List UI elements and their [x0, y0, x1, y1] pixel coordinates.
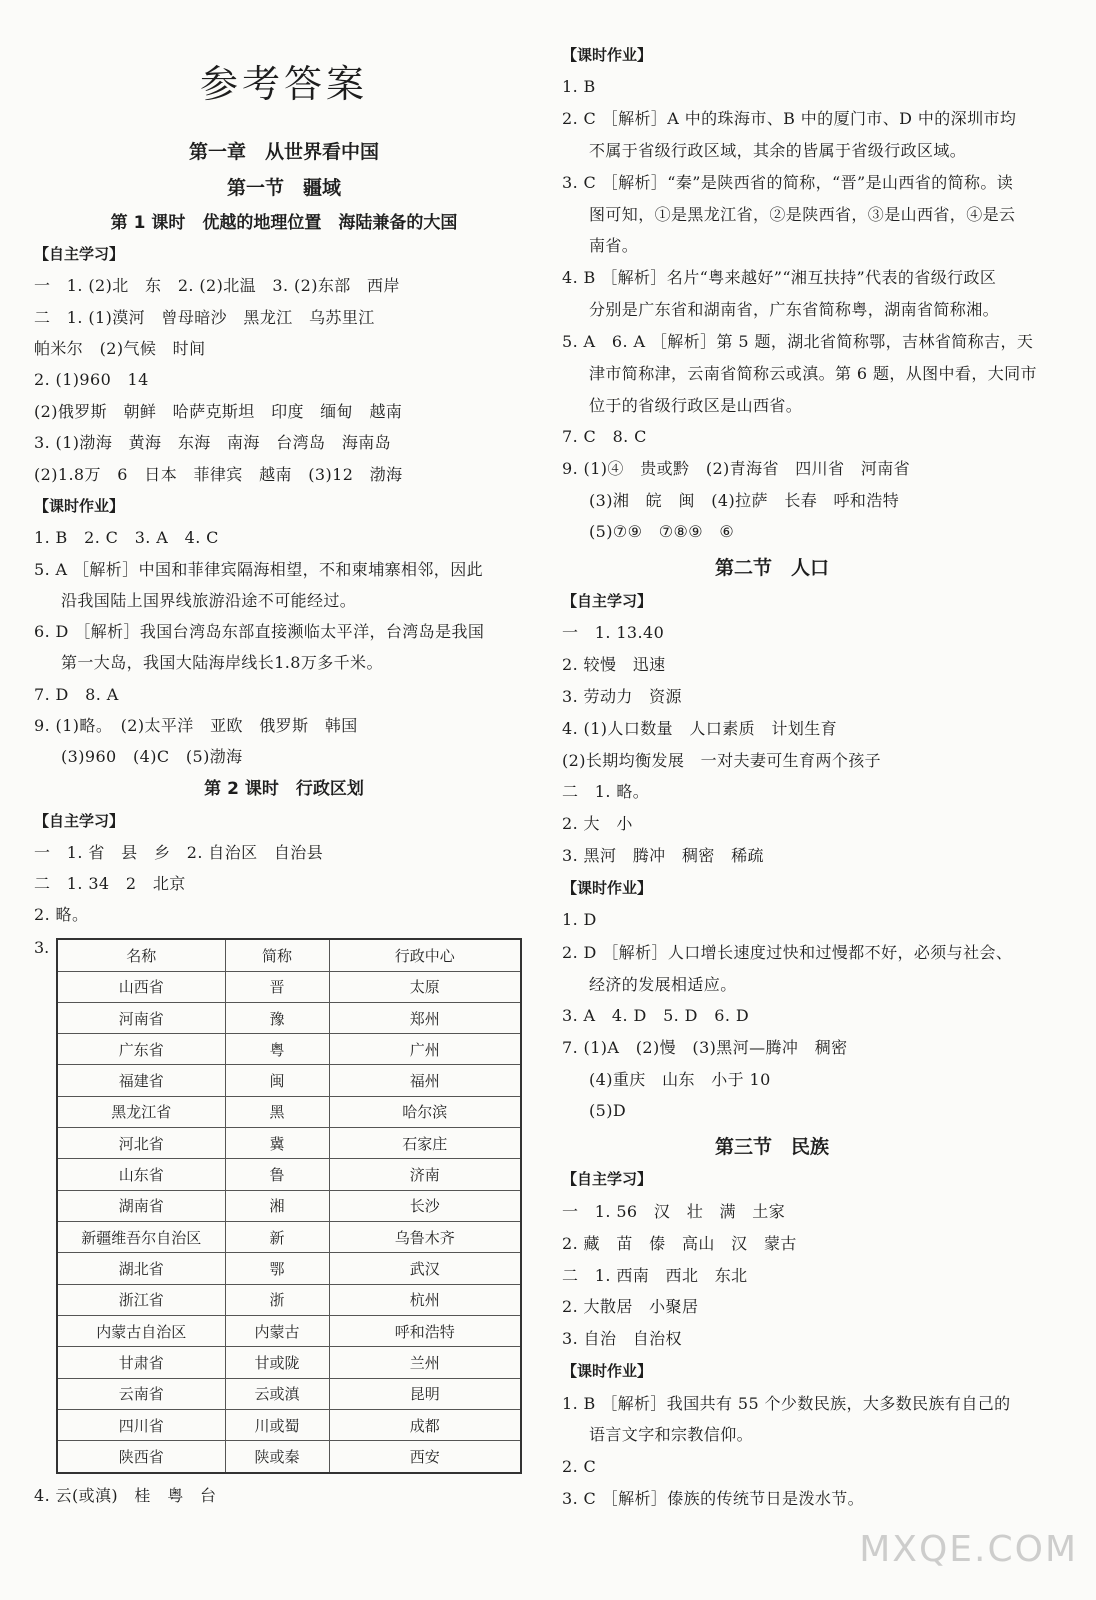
- answer-line: 2. 略。: [34, 905, 89, 924]
- table-cell: 浙: [225, 1284, 329, 1315]
- answer-line: 不属于省级行政区域，其余的皆属于省级行政区域。: [589, 141, 967, 160]
- table-cell: 冀: [225, 1128, 329, 1159]
- table-cell: 新: [225, 1222, 329, 1253]
- table-cell: 福州: [329, 1065, 521, 1096]
- self-study-label: 【自主学习】: [562, 592, 653, 610]
- answer-line: (3)湘 皖 闽 (4)拉萨 长春 呼和浩特: [589, 491, 900, 510]
- table-cell: 杭州: [329, 1284, 521, 1315]
- answer-line: 二 1. (1)漠河 曾母暗沙 黑龙江 乌苏里江: [34, 308, 375, 327]
- table-row: [57, 1441, 521, 1473]
- table-cell: 乌鲁木齐: [329, 1222, 521, 1253]
- table-cell: 新疆维吾尔自治区: [57, 1222, 225, 1253]
- table-cell: 内蒙古自治区: [57, 1315, 225, 1346]
- answer-line: 语言文字和宗教信仰。: [589, 1425, 754, 1444]
- answer-line: 2. D ［解析］人口增长速度过快和过慢都不好，必须与社会、: [562, 943, 1013, 962]
- section-heading-2: 第二节 人口: [714, 557, 829, 579]
- table-cell: 湖北省: [57, 1253, 225, 1284]
- self-study-label: 【自主学习】: [562, 1170, 653, 1188]
- homework-label: 【课时作业】: [562, 46, 653, 64]
- table-cell: 晋: [225, 971, 329, 1002]
- answer-line: 第一大岛，我国大陆海岸线长1.8万多千米。: [61, 653, 383, 672]
- answer-line: 3. 黑河 腾冲 稠密 稀疏: [562, 846, 764, 865]
- table-number: 3.: [34, 938, 50, 957]
- answer-line: 9. (1)④ 贵或黔 (2)青海省 四川省 河南省: [562, 459, 911, 478]
- answer-line: 一 1. 56 汉 壮 满 土家: [562, 1202, 786, 1221]
- answer-line: 3. C ［解析］“秦”是陕西省的简称，“晋”是山西省的简称。读: [562, 173, 1014, 192]
- table-cell: 陕或秦: [225, 1441, 329, 1473]
- table-row: [57, 1002, 521, 1033]
- answer-line: 二 1. 34 2 北京: [34, 874, 186, 893]
- answer-line: (2)长期均衡发展 一对夫妻可生育两个孩子: [562, 751, 882, 770]
- table-row: [57, 1128, 521, 1159]
- page-title: 参考答案: [199, 62, 368, 106]
- answer-line: 经济的发展相适应。: [589, 975, 737, 994]
- table-row: [57, 1409, 521, 1440]
- answer-line: 9. (1)略。 (2)太平洋 亚欧 俄罗斯 韩国: [34, 716, 358, 735]
- answer-line: 3. 劳动力 资源: [562, 687, 682, 706]
- table-row: [57, 1190, 521, 1221]
- table-cell: 呼和浩特: [329, 1315, 521, 1346]
- answer-line: 一 1. 13.40: [562, 623, 665, 642]
- answer-line: 3. C ［解析］傣族的传统节日是泼水节。: [562, 1489, 865, 1508]
- table-cell: 川或蜀: [225, 1409, 329, 1440]
- table-cell: 广州: [329, 1034, 521, 1065]
- table-cell: 湘: [225, 1190, 329, 1221]
- answer-line: 2. 大散居 小聚居: [562, 1297, 699, 1316]
- answer-line: 2. C ［解析］A 中的珠海市、B 中的厦门市、D 中的深圳市均: [562, 109, 1017, 128]
- answer-line: 4. B ［解析］名片“粤来越好”“湘互扶持”代表的省级行政区: [562, 268, 997, 287]
- table-cell: 粤: [225, 1034, 329, 1065]
- self-study-label: 【自主学习】: [34, 812, 125, 830]
- table-cell: 广东省: [57, 1034, 225, 1065]
- lesson-heading-2: 第 2 课时 行政区划: [204, 779, 364, 799]
- table-cell: 兰州: [329, 1347, 521, 1378]
- table-cell: 武汉: [329, 1253, 521, 1284]
- answer-line: 一 1. (2)北 东 2. (2)北温 3. (2)东部 西岸: [34, 276, 400, 295]
- site-watermark: MXQE.COM: [859, 1529, 1078, 1570]
- answer-line: 5. A 6. A ［解析］第 5 题，湖北省简称鄂，吉林省简称吉，天: [562, 332, 1034, 351]
- table-cell: 甘或陇: [225, 1347, 329, 1378]
- answer-line: 沿我国陆上国界线旅游沿途不可能经过。: [61, 591, 357, 610]
- lesson-heading-1: 第 1 课时 优越的地理位置 海陆兼备的大国: [110, 213, 458, 233]
- table-cell: 哈尔滨: [329, 1096, 521, 1127]
- answer-line: 南省。: [589, 236, 639, 255]
- table-cell: 郑州: [329, 1002, 521, 1033]
- table-row: [57, 971, 521, 1002]
- answer-line: 3. (1)渤海 黄海 东海 南海 台湾岛 海南岛: [34, 433, 392, 452]
- table-cell: 石家庄: [329, 1128, 521, 1159]
- homework-label: 【课时作业】: [562, 879, 653, 897]
- table-cell: 四川省: [57, 1409, 225, 1440]
- table-cell: 鲁: [225, 1159, 329, 1190]
- answer-line: 5. A ［解析］中国和菲律宾隔海相望，不和柬埔寨相邻，因此: [34, 560, 483, 579]
- answer-line: (5)⑦⑨ ⑦⑧⑨ ⑥: [589, 522, 735, 541]
- table-cell: 山西省: [57, 971, 225, 1002]
- homework-label: 【课时作业】: [562, 1362, 653, 1380]
- table-row: [57, 1378, 521, 1409]
- table-row: [57, 1315, 521, 1346]
- answer-line: 7. C 8. C: [562, 427, 647, 446]
- chapter-heading: 第一章 从世界看中国: [188, 141, 379, 163]
- table-cell: 陕西省: [57, 1441, 225, 1473]
- answer-line: 津市简称津，云南省简称云或滇。第 6 题，从图中看，大同市: [589, 364, 1037, 383]
- homework-label: 【课时作业】: [34, 497, 125, 515]
- table-cell: 湖南省: [57, 1190, 225, 1221]
- table-cell: 内蒙古: [225, 1315, 329, 1346]
- table-row: [57, 1159, 521, 1190]
- answer-line: 2. (1)960 14: [34, 370, 149, 389]
- table-cell: 河北省: [57, 1128, 225, 1159]
- answer-line: 4. (1)人口数量 人口素质 计划生育: [562, 719, 838, 738]
- answer-line: 位于的省级行政区是山西省。: [589, 396, 803, 415]
- answer-line: 2. 较慢 迅速: [562, 655, 666, 674]
- answer-line: 3. A 4. D 5. D 6. D: [562, 1006, 750, 1025]
- table-row: [57, 1096, 521, 1127]
- answer-line: 分别是广东省和湖南省，广东省简称粤，湖南省简称湘。: [589, 300, 1000, 319]
- answer-line: 6. D ［解析］我国台湾岛东部直接濒临太平洋，台湾岛是我国: [34, 622, 485, 641]
- table-cell: 济南: [329, 1159, 521, 1190]
- table-row: [57, 1222, 521, 1253]
- answer-line: 2. 藏 苗 傣 高山 汉 蒙古: [562, 1234, 797, 1253]
- table-row: [57, 1347, 521, 1378]
- table-cell: 闽: [225, 1065, 329, 1096]
- table-header-cell: 名称: [57, 939, 225, 971]
- table-cell: 云或滇: [225, 1378, 329, 1409]
- table-header-cell: 简称: [225, 939, 329, 971]
- table-cell: 河南省: [57, 1002, 225, 1033]
- answer-line: 2. C: [562, 1457, 597, 1476]
- table-cell: 长沙: [329, 1190, 521, 1221]
- answer-line: 7. (1)A (2)慢 (3)黑河—腾冲 稠密: [562, 1038, 848, 1057]
- table-header-cell: 行政中心: [329, 939, 521, 971]
- admin-region-table: [56, 938, 522, 1474]
- answer-line: 帕米尔 (2)气候 时间: [34, 339, 206, 358]
- answer-line: 二 1. 西南 西北 东北: [562, 1266, 748, 1285]
- table-cell: 太原: [329, 971, 521, 1002]
- answer-line: 2. 大 小: [562, 814, 633, 833]
- table-cell: 浙江省: [57, 1284, 225, 1315]
- answer-line: 图可知，①是黑龙江省，②是陕西省，③是山西省，④是云: [589, 205, 1016, 224]
- table-cell: 山东省: [57, 1159, 225, 1190]
- table-row: [57, 1065, 521, 1096]
- answer-line: 1. B ［解析］我国共有 55 个少数民族，大多数民族有自己的: [562, 1394, 1011, 1413]
- answer-line: (5)D: [589, 1101, 627, 1120]
- table-cell: 豫: [225, 1002, 329, 1033]
- table-cell: 甘肃省: [57, 1347, 225, 1378]
- table-cell: 黑: [225, 1096, 329, 1127]
- answer-line: 二 1. 略。: [562, 782, 650, 801]
- table-cell: 昆明: [329, 1378, 521, 1409]
- table-row: [57, 1253, 521, 1284]
- answer-line: (4)重庆 山东 小于 10: [589, 1070, 771, 1089]
- self-study-label: 【自主学习】: [34, 245, 125, 263]
- table-cell: 黑龙江省: [57, 1096, 225, 1127]
- answer-line: 3. 自治 自治权: [562, 1329, 682, 1348]
- answer-line: 4. 云(或滇) 桂 粤 台: [34, 1486, 217, 1505]
- table-cell: 鄂: [225, 1253, 329, 1284]
- answer-line: 1. B 2. C 3. A 4. C: [34, 528, 219, 547]
- answer-line: 1. B: [562, 77, 596, 96]
- table-cell: 福建省: [57, 1065, 225, 1096]
- table-header-row: [57, 939, 521, 971]
- section-heading-1: 第一节 疆域: [226, 177, 341, 199]
- section-heading-3: 第三节 民族: [714, 1136, 829, 1158]
- answer-line: (2)1.8万 6 日本 菲律宾 越南 (3)12 渤海: [34, 465, 403, 484]
- table-row: [57, 1284, 521, 1315]
- table-row: [57, 1034, 521, 1065]
- answer-line: 7. D 8. A: [34, 685, 119, 704]
- table-cell: 云南省: [57, 1378, 225, 1409]
- answer-line: 一 1. 省 县 乡 2. 自治区 自治县: [34, 843, 324, 862]
- table-cell: 成都: [329, 1409, 521, 1440]
- answer-line: (2)俄罗斯 朝鲜 哈萨克斯坦 印度 缅甸 越南: [34, 402, 403, 421]
- answer-line: (3)960 (4)C (5)渤海: [61, 747, 243, 766]
- answer-line: 1. D: [562, 910, 597, 929]
- table-cell: 西安: [329, 1441, 521, 1473]
